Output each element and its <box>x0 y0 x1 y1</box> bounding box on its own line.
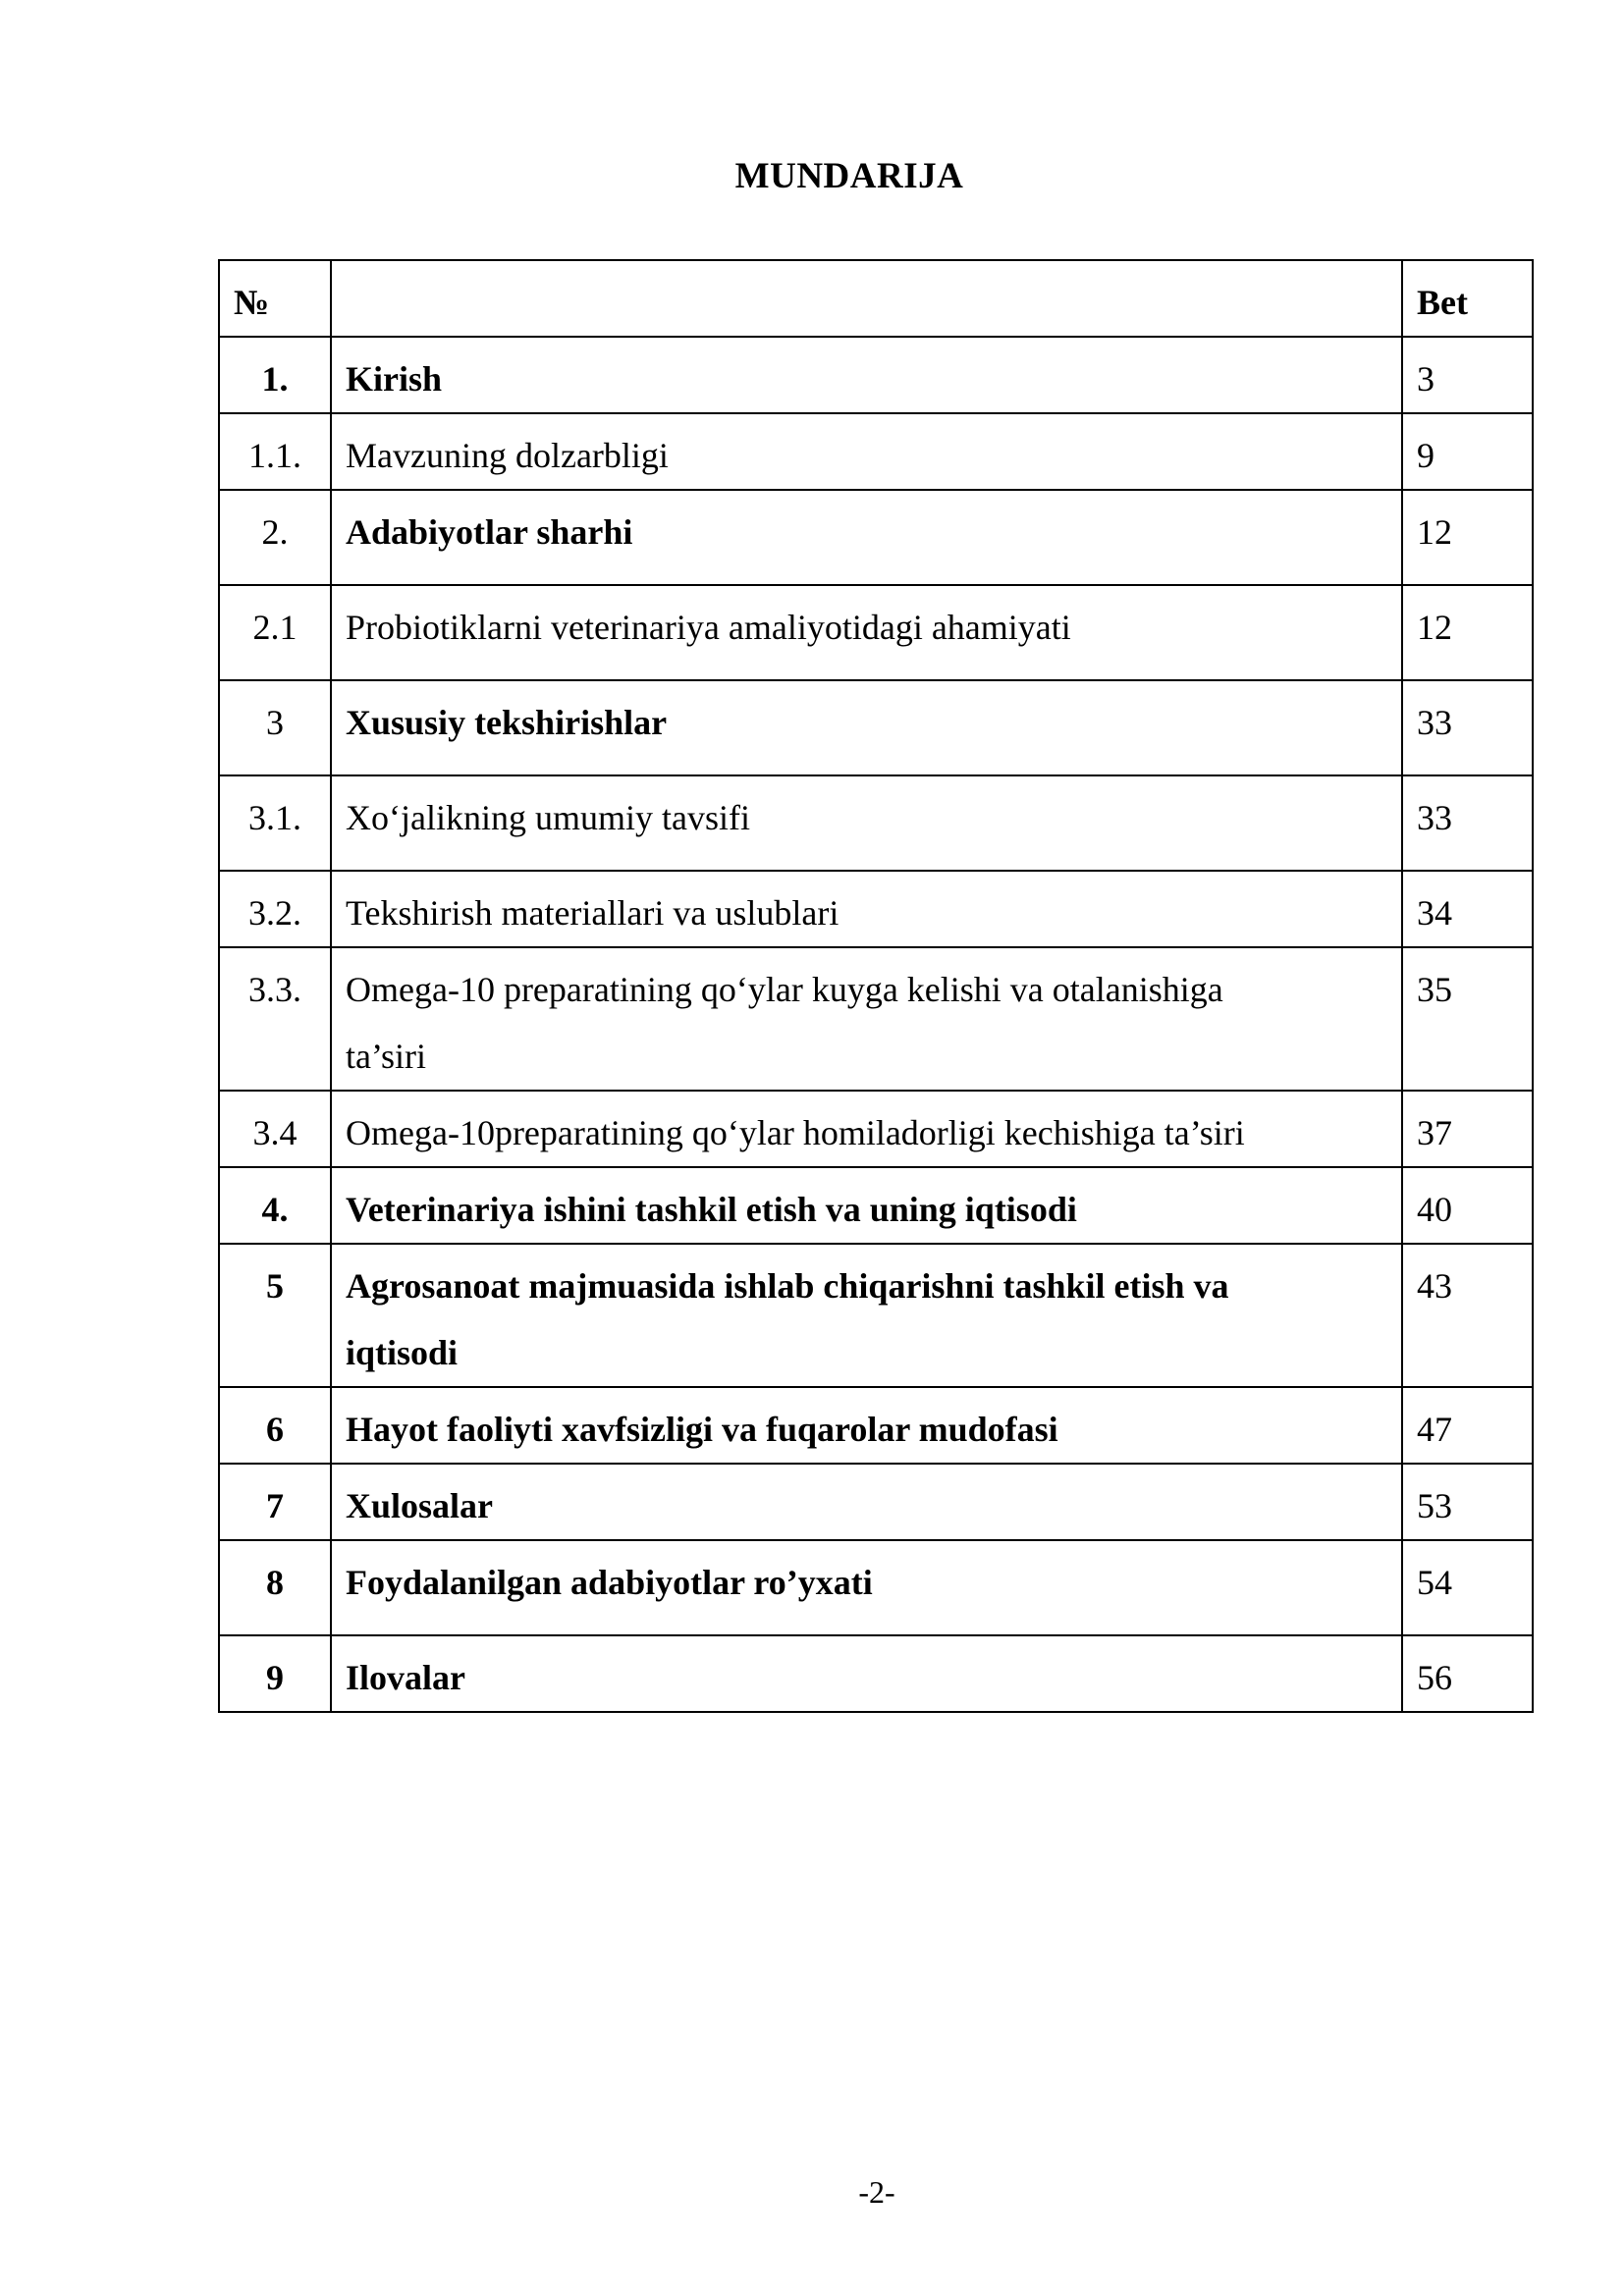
table-header-row <box>219 260 1533 337</box>
row-page: 35 <box>1402 947 1533 1091</box>
table-row <box>219 490 1533 585</box>
table-row <box>219 775 1533 871</box>
header-title <box>331 260 1402 337</box>
table-row <box>219 1635 1533 1712</box>
row-title: Tekshirish materiallari va uslublari <box>331 871 1402 947</box>
row-page: 12 <box>1402 490 1533 585</box>
row-title-line: iqtisodi <box>346 1333 459 1372</box>
row-title: Kirish <box>331 337 1402 413</box>
table-row <box>219 947 1533 1091</box>
header-page: Bet <box>1402 260 1533 337</box>
row-number: 4. <box>219 1167 331 1244</box>
row-page: 34 <box>1402 871 1533 947</box>
row-title <box>331 947 1402 1091</box>
row-page: 47 <box>1402 1387 1533 1464</box>
row-page: 43 <box>1402 1244 1533 1387</box>
row-number: 3 <box>219 680 331 775</box>
row-number: 5 <box>219 1244 331 1387</box>
row-page: 54 <box>1402 1540 1533 1635</box>
row-page: 12 <box>1402 585 1533 680</box>
row-number: 9 <box>219 1635 331 1712</box>
row-title: Mavzuning dolzarbligi <box>331 413 1402 490</box>
table-row <box>219 871 1533 947</box>
row-page: 40 <box>1402 1167 1533 1244</box>
row-number: 6 <box>219 1387 331 1464</box>
row-title: Probiotiklarni veterinariya amaliyotidagi ahamiyati <box>331 585 1402 680</box>
row-number: 3.4 <box>219 1091 331 1167</box>
row-number: 8 <box>219 1540 331 1635</box>
table-row <box>219 680 1533 775</box>
page-title: MUNDARIJA <box>734 156 964 196</box>
row-title <box>331 1244 1402 1387</box>
row-number: 3.2. <box>219 871 331 947</box>
row-title-line: Agrosanoat majmuasida ishlab chiqarishni tashkil etish va <box>346 1266 1229 1306</box>
table-row <box>219 1244 1533 1387</box>
row-number: 2. <box>219 490 331 585</box>
page-number: -2- <box>858 2174 895 2210</box>
row-number: 3.3. <box>219 947 331 1091</box>
row-number: 3.1. <box>219 775 331 871</box>
row-title-line: Omega-10 preparatining qo‘ylar kuyga kelishi va otalanishiga <box>346 970 1223 1009</box>
row-page: 53 <box>1402 1464 1533 1540</box>
table-row <box>219 1167 1533 1244</box>
row-title: Ilovalar <box>331 1635 1402 1712</box>
table-row <box>219 413 1533 490</box>
row-page: 33 <box>1402 775 1533 871</box>
row-title: Veterinariya ishini tashkil etish va uning iqtisodi <box>331 1167 1402 1244</box>
header-number: № <box>219 260 331 337</box>
row-page: 3 <box>1402 337 1533 413</box>
row-title: Xulosalar <box>331 1464 1402 1540</box>
row-title: Xo‘jalikning umumiy tavsifi <box>331 775 1402 871</box>
row-title: Hayot faoliyti xavfsizligi va fuqarolar mudofasi <box>331 1387 1402 1464</box>
row-title-line: ta’siri <box>346 1037 426 1076</box>
row-title: Omega-10preparatining qo‘ylar homiladorligi kechishiga ta’siri <box>331 1091 1402 1167</box>
row-page: 37 <box>1402 1091 1533 1167</box>
row-title: Xususiy tekshirishlar <box>331 680 1402 775</box>
table-row <box>219 1540 1533 1635</box>
contents-table <box>218 259 1534 1713</box>
table-row <box>219 337 1533 413</box>
table-row <box>219 1091 1533 1167</box>
row-page: 56 <box>1402 1635 1533 1712</box>
row-number: 7 <box>219 1464 331 1540</box>
row-title: Foydalanilgan adabiyotlar ro’yxati <box>331 1540 1402 1635</box>
row-page: 9 <box>1402 413 1533 490</box>
table-row <box>219 1464 1533 1540</box>
row-page: 33 <box>1402 680 1533 775</box>
row-number: 1.1. <box>219 413 331 490</box>
table-row <box>219 1387 1533 1464</box>
table-row <box>219 585 1533 680</box>
row-number: 1. <box>219 337 331 413</box>
row-number: 2.1 <box>219 585 331 680</box>
row-title: Adabiyotlar sharhi <box>331 490 1402 585</box>
